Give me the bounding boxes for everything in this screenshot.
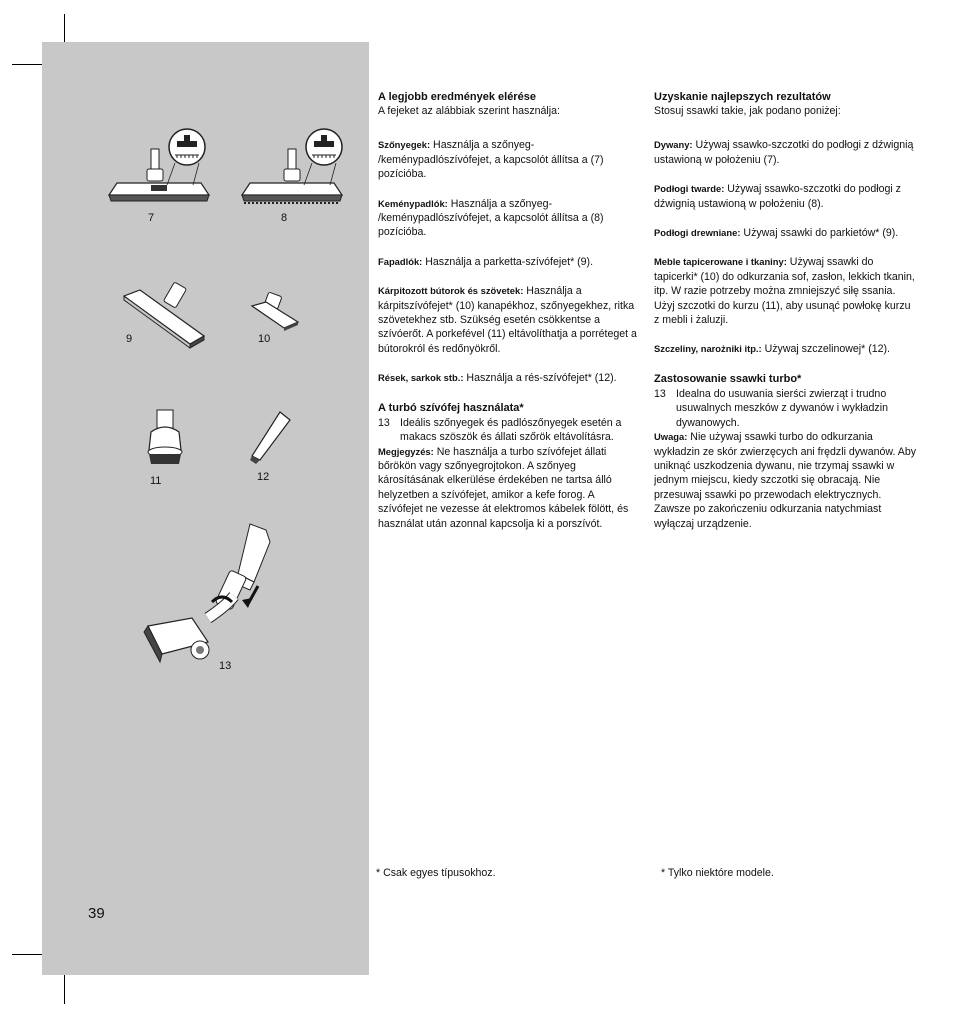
- paragraph-text: Używaj ssawki do tapicerki* (10) do odkurzania sof, zasłon, lekkich tkanin, itp. W razie potrzeby można zmniejszyć siłę ssania. Użyj szczotki do kurzu (11), aby usunąć powłokę kurzu z mebli i żaluzji.: [654, 256, 915, 327]
- item-text: Idealna do usuwania sierści zwierząt i trudno usuwalnych meszków z dywanów i wykładzin dywanowych.: [676, 387, 888, 429]
- instruction-paragraph: [654, 138, 916, 167]
- turbo-section-title: A turbó szívófej használata*: [378, 401, 524, 414]
- numbered-item: [654, 387, 916, 430]
- paragraph-text: Używaj szczelinowej* (12).: [761, 343, 890, 356]
- instruction-paragraph: [378, 371, 640, 385]
- paragraph-lead: Podłogi drewniane:: [654, 227, 741, 239]
- section-title: A legjobb eredmények elérése: [378, 91, 536, 103]
- item-number: 13: [378, 416, 390, 429]
- paragraph-lead: Szczeliny, narożniki itp.:: [654, 343, 762, 355]
- dusting-brush-icon: [143, 408, 188, 468]
- item-number: 13: [654, 387, 666, 400]
- hungarian-column: [378, 90, 640, 531]
- paragraph-lead: Dywany:: [654, 139, 693, 151]
- figure-label-7: 7: [148, 212, 155, 224]
- figure-label-12: 12: [257, 471, 270, 483]
- crevice-tool-icon: [244, 410, 294, 466]
- paragraph-lead: Fapadlók:: [378, 255, 423, 267]
- note-paragraph: [378, 445, 640, 531]
- floor-nozzle-hard-floor-icon: [238, 125, 348, 210]
- paragraph-lead: Meble tapicerowane i tkaniny:: [654, 256, 787, 268]
- instruction-paragraph: [378, 255, 640, 269]
- polish-column: [654, 90, 916, 531]
- instruction-paragraph: [654, 255, 916, 327]
- footnote-hungarian: * Csak egyes típusokhoz.: [376, 867, 496, 879]
- upholstery-nozzle-icon: [248, 292, 308, 332]
- footnote-polish: * Tylko niektóre modele.: [661, 867, 774, 879]
- paragraph-text: Używaj ssawko-szczotki do podłogi z dźwignią ustawioną w położeniu (7).: [654, 139, 914, 166]
- instruction-paragraph: [378, 197, 640, 240]
- turbo-section-title: Zastosowanie ssawki turbo*: [654, 372, 802, 385]
- paragraph-text: Használja a parketta-szívófejet* (9).: [422, 255, 594, 268]
- note-text: Nie używaj ssawki turbo do odkurzania wykładzin ze skór zwierzęcych ani frędzli dywanów. Aby uniknąć uszkodzenia dywanu, nie trzymaj ssawki w jednym miejscu, kiedy szczotki się obracają. Nie przesuwaj ssawki po przewodach elektrycznych. Zawsze po zakończeniu odkurzania natychmiast wyłączaj urządzenie.: [654, 431, 917, 530]
- instruction-paragraph: [378, 284, 640, 356]
- intro-text: A fejeket az alábbiak szerint használja:: [378, 105, 560, 117]
- paragraph-text: Używaj ssawko-szczotki do podłogi z dźwignią ustawioną w położeniu (8).: [654, 183, 901, 210]
- paragraph-lead: Rések, sarkok stb.:: [378, 372, 464, 384]
- instruction-paragraph: [654, 182, 916, 211]
- figure-label-13: 13: [219, 660, 232, 672]
- paragraph-text: Használja a rés-szívófejet* (12).: [463, 372, 617, 385]
- paragraph-text: Használja a szőnyeg- /keménypadlószívófejet, a kapcsolót állítsa a (8) pozícióba.: [378, 197, 604, 239]
- page-number: 39: [88, 905, 105, 922]
- item-text: Ideális szőnyegek és padlószőnyegek esetén a makacs szöszök és állati szőrök eltávolításra.: [400, 416, 622, 444]
- paragraph-lead: Podłogi twarde:: [654, 183, 725, 195]
- note-lead: Megjegyzés:: [378, 445, 434, 457]
- figure-label-9: 9: [126, 333, 133, 345]
- note-text: Ne használja a turbo szívófejet állati bőrökön vagy szőnyegrojtokon. A szőnyeg károsításának elkerülése érdekében ne tartsa álló helyzetben a szívófejet, amikor a kefe forog. A szívófejet ne vezesse át elektromos kábelek fölött, és használat után azonnal kapcsolja ki a porszívót.: [378, 445, 629, 530]
- paragraph-lead: Keménypadlók:: [378, 197, 448, 209]
- numbered-item: [378, 416, 640, 445]
- instruction-paragraph: [654, 342, 916, 356]
- paragraph-text: Używaj ssawki do parkietów* (9).: [740, 227, 899, 240]
- paragraph-lead: Szőnyegek:: [378, 139, 431, 151]
- paragraph-lead: Kárpitozott bútorok és szövetek:: [378, 285, 524, 297]
- note-paragraph: [654, 430, 916, 531]
- paragraph-text: Használja a szőnyeg- /keménypadlószívófejet, a kapcsolót állítsa a (7) pozícióba.: [378, 139, 604, 181]
- section-title: Uzyskanie najlepszych rezultatów: [654, 91, 831, 103]
- turbo-nozzle-icon: [138, 522, 278, 672]
- floor-nozzle-carpet-icon: [105, 125, 215, 210]
- instruction-paragraph: [654, 226, 916, 240]
- figure-label-11: 11: [150, 475, 162, 487]
- note-lead: Uwaga:: [654, 431, 688, 443]
- figure-label-10: 10: [258, 333, 271, 345]
- figure-label-8: 8: [281, 212, 288, 224]
- instruction-paragraph: [378, 138, 640, 181]
- intro-text: Stosuj ssawki takie, jak podano poniżej:: [654, 105, 841, 117]
- paragraph-text: Használja a kárpitszívófejet* (10) kanapékhoz, szőnyegekhez, ritka szövetekhez stb. Szükség esetén csökkentse a szívóerőt. A porkefével (11) eltávolíthatja a porréteget a bútorokról és redőnyökről.: [378, 285, 637, 355]
